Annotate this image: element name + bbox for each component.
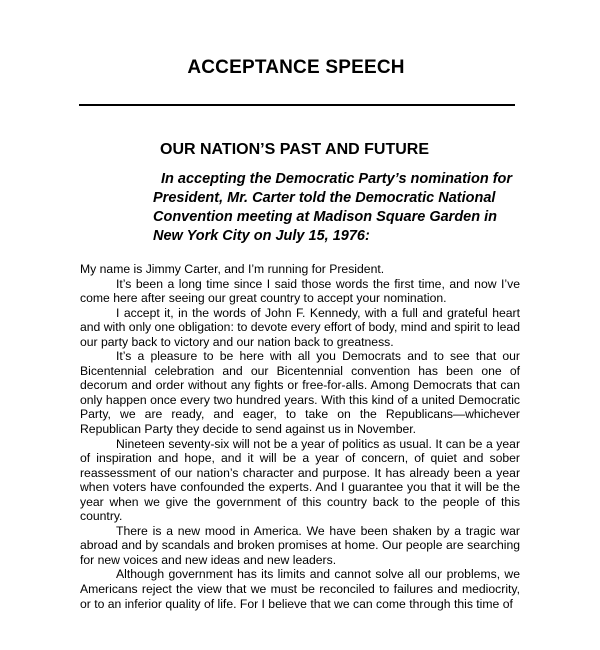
intro-note: [153, 170, 523, 246]
speech-body: [80, 262, 520, 611]
speech-paragraph: There is a new mood in America. We have been shaken by a tragic war abroad and by scandals and broken promises at home. Our people are searching for new voices and new ideas and new leaders.: [80, 523, 520, 567]
intro-line: New York City on July 15, 1976:: [153, 228, 370, 244]
speech-paragraph: It’s a pleasure to be here with all you Democrats and to see that our Bicentennial celebration and our Bicentennial convention has been one of decorum and order without any fights or free-for-alls. Among Democrats that can only happen once every two hundred years. With this kind of a united Democratic Party, we are ready, and eager, to take on the Republicans—whichever Republican Party they decide to send against us in November.: [80, 349, 520, 437]
document-title: ACCEPTANCE SPEECH: [187, 57, 405, 78]
speech-paragraph: Although government has its limits and cannot solve all our problems, we Americans reject the view that we must be reconciled to failures and mediocrity, or to an inferior quality of life. For I believe that we can come through this time of: [80, 567, 520, 611]
title-divider: [79, 104, 515, 106]
speech-paragraph: I accept it, in the words of John F. Kennedy, with a full and grateful heart and with only one obligation: to devote every effort of body, mind and spirit to lead our party back to victory and our nation back to greatness.: [80, 305, 520, 349]
intro-line: Convention meeting at Madison Square Garden in: [153, 209, 498, 225]
speech-paragraph: My name is Jimmy Carter, and I’m running for President.: [80, 262, 385, 276]
intro-line: In accepting the Democratic Party’s nomination for: [161, 171, 513, 187]
speech-paragraph: It’s been a long time since I said those words the first time, and now I’ve come here after seeing our great country to accept your nomination.: [80, 276, 520, 306]
intro-line: President, Mr. Carter told the Democratic National: [153, 190, 496, 206]
speech-paragraph: Nineteen seventy-six will not be a year of politics as usual. It can be a year of inspiration and hope, and it will be a year of concern, of quiet and sober reassessment of our nation’s character and purpose. It has already been a year when voters have confounded the experts. And I guarantee you that it will be the year when we give the government of this country back to the people of this country.: [80, 436, 520, 524]
section-heading: OUR NATION’S PAST AND FUTURE: [160, 141, 430, 158]
